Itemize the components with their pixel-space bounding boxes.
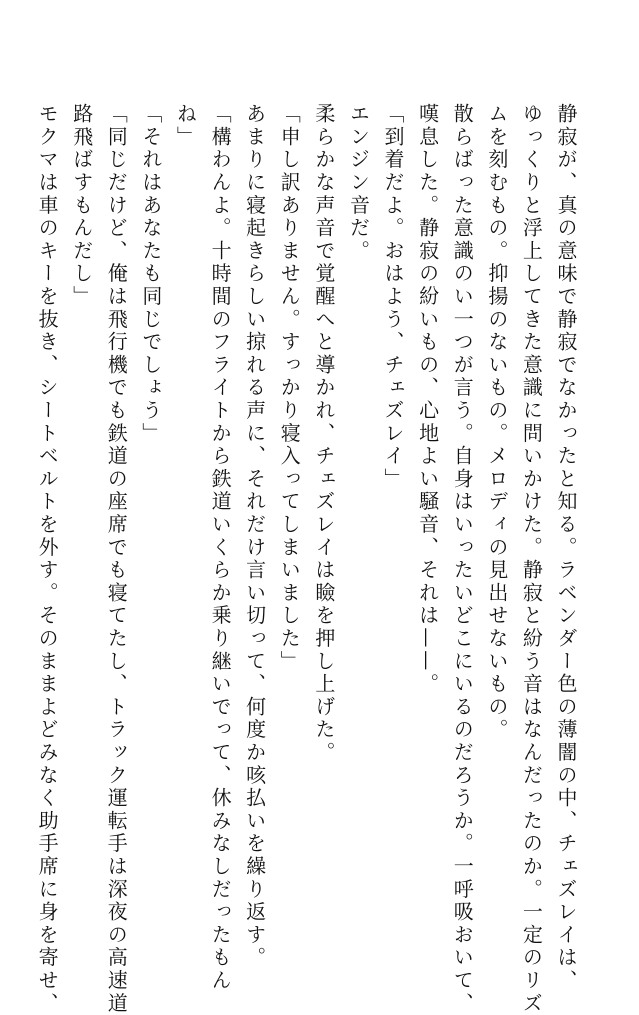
text-line: ゆっくりと浮上してきた意識に問いかけた。静寂と紛う音はなんだったのか。一定のリズ xyxy=(519,103,544,1015)
dialogue-line: 路飛ばすもんだし」 xyxy=(69,103,94,309)
text-line: 散らばった意識のい一つが言う。自身はいったいどこにいるのだろうか。一呼吸おいて、 xyxy=(450,103,475,1015)
text-line: エンジン音だ。 xyxy=(346,103,371,263)
vertical-text-body xyxy=(35,103,583,1015)
dialogue-line: 「構わんよ。十時間のフライトから鉄道いくらか乗り継いでって、休みなしだったもん xyxy=(208,103,233,993)
dialogue-line: ね」 xyxy=(173,103,198,149)
text-line: ムを刻むもの。抑揚のないもの。メロディの見出せないもの。 xyxy=(484,103,509,742)
text-line: 静寂が、真の意味で静寂でなかったと知る。ラベンダー色の薄闇の中、チェズレイは、 xyxy=(554,103,578,993)
dialogue-line: 「到着だよ。おはよう、チェズレイ」 xyxy=(381,103,406,491)
dialogue-line: 「同じだけど、俺は飛行機でも鉄道の座席でも寝てたし、トラック運転手は深夜の高速道 xyxy=(104,103,129,1015)
dialogue-line: 「申し訳ありません。すっかり寝入ってしまいました」 xyxy=(277,103,302,673)
text-line: 柔らかな声音で覚醒へと導かれ、チェズレイは瞼を押し上げた。 xyxy=(311,103,336,765)
dialogue-line: 「それはあなたも同じでしょう」 xyxy=(138,103,163,445)
text-line: モクマは車のキーを抜き、シートベルトを外す。そのままよどみなく助手席に身を寄せ、 xyxy=(35,103,60,1015)
text-line: 嘆息した。静寂の紛いもの、心地よい騒音、それは——。 xyxy=(415,103,440,696)
text-line: あまりに寝起きらしい掠れる声に、それだけ言い切って、何度か咳払いを繰り返す。 xyxy=(242,103,267,970)
